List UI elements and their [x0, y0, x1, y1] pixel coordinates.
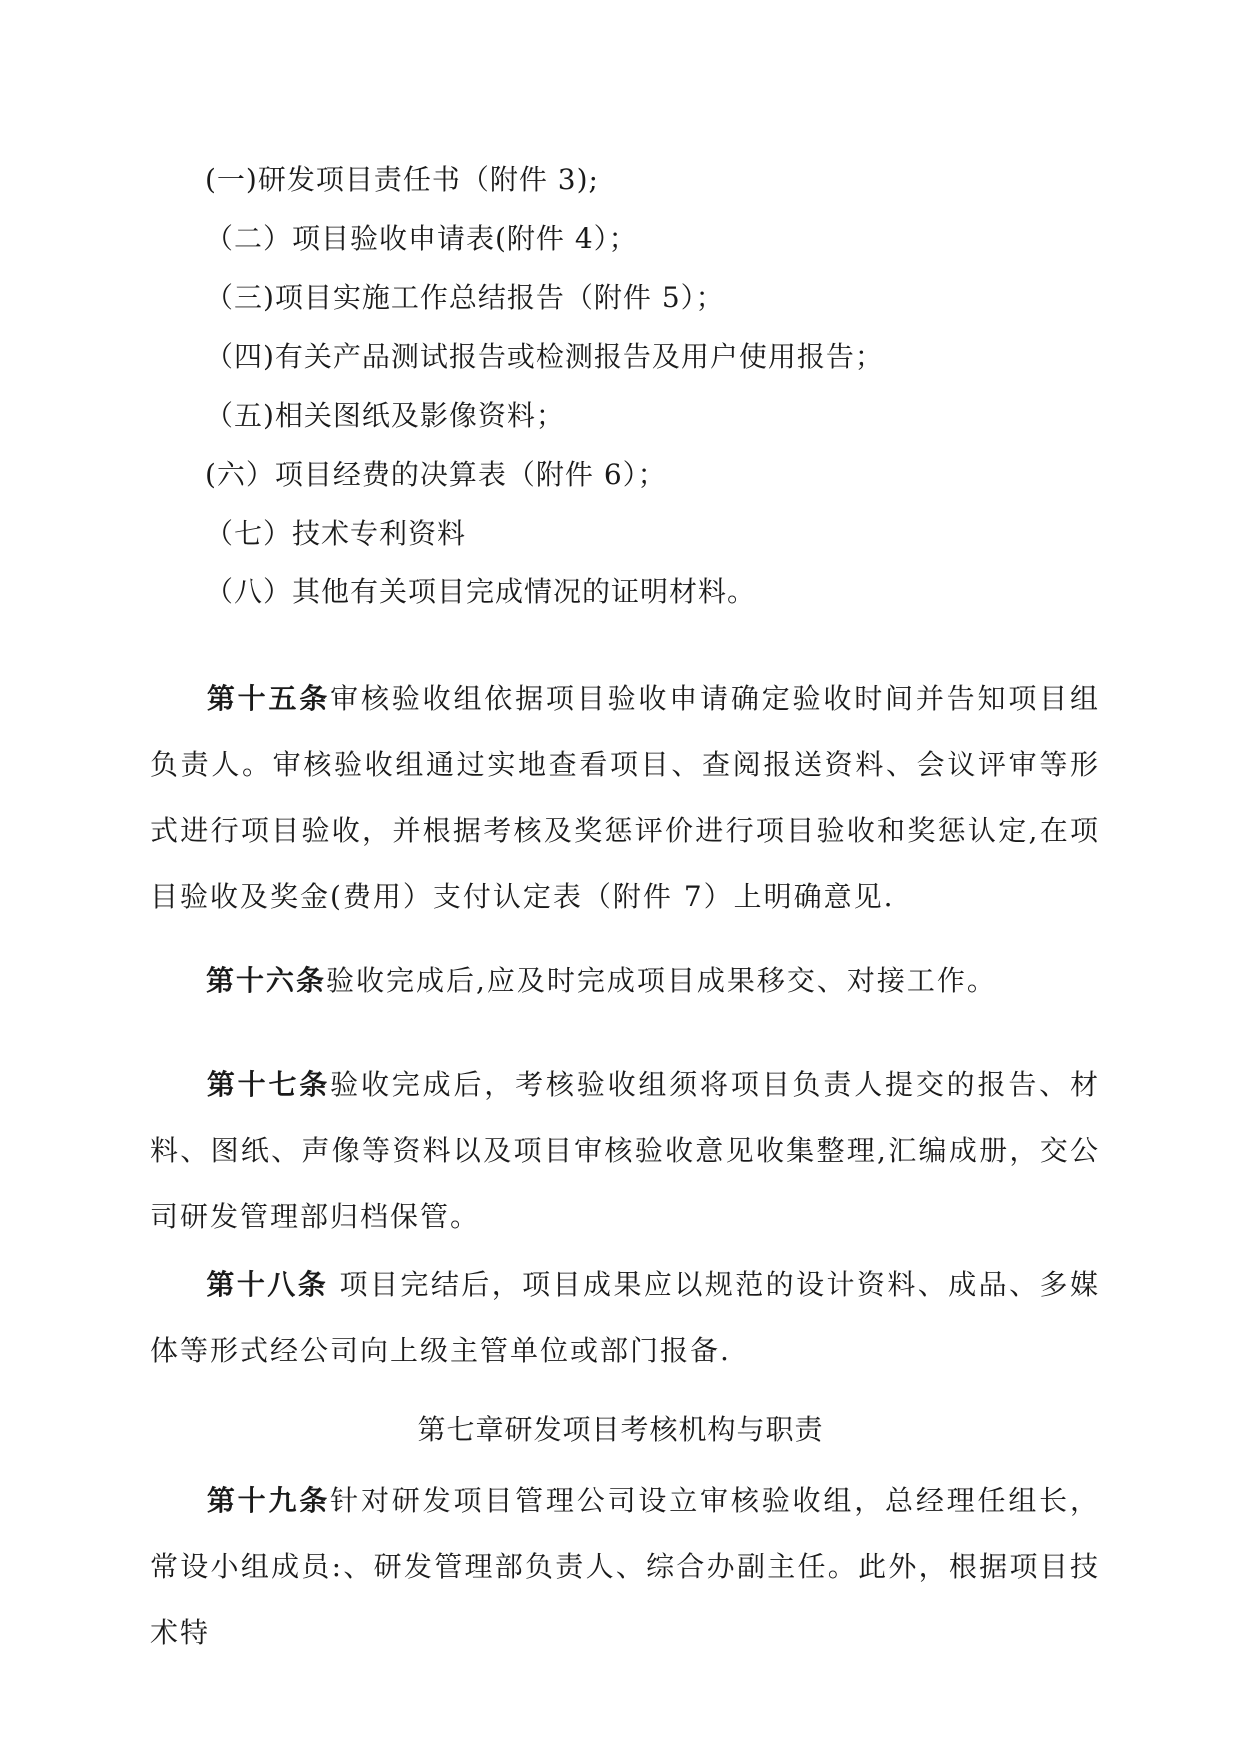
- article-text: 针对研发项目管理公司设立审核验收组，总经理任组长，常设小组成员:、研发管理部负责人、综合办副主任。此外，根据项目技术特: [150, 1484, 1100, 1649]
- article-number: 第十九条: [206, 1484, 331, 1517]
- article-number: 第十六条: [206, 964, 327, 997]
- article-text: 审核验收组依据项目验收申请确定验收时间并告知项目组负责人。审核验收组通过实地查看项目、查阅报送资料、会议评审等形式进行项目验收，并根据考核及奖惩评价进行项目验收和奖惩认定,在项目验收及奖金(费用）支付认定表（附件 7）上明确意见.: [150, 682, 1100, 913]
- article-number: 第十七条: [206, 1068, 331, 1101]
- article-number: 第十八条: [206, 1268, 329, 1301]
- list-item-4: （四)有关产品测试报告或检测报告及用户使用报告；: [205, 340, 884, 373]
- list-item-6: (六）项目经费的决算表（附件 6）；: [205, 458, 667, 491]
- list-item-3: （三)项目实施工作总结报告（附件 5）；: [205, 281, 725, 314]
- list-item-8: （八）其他有关项目完成情况的证明材料。: [205, 575, 757, 608]
- article-text: 验收完成后，考核验收组须将项目负责人提交的报告、材料、图纸、声像等资料以及项目审核验收意见收集整理,汇编成册，交公司研发管理部归档保管。: [150, 1068, 1100, 1233]
- article-text: 验收完成后,应及时完成项目成果移交、对接工作。: [326, 964, 997, 997]
- chapter-title: 第七章研发项目考核机构与职责: [417, 1413, 824, 1446]
- article-19: [150, 1468, 1100, 1666]
- list-item-2: （二）项目验收申请表(附件 4）；: [205, 222, 638, 255]
- article-18: [150, 1252, 1100, 1384]
- list-item-5: （五)相关图纸及影像资料；: [205, 399, 565, 432]
- article-17: [150, 1052, 1100, 1250]
- list-item-1: (一)研发项目责任书（附件 3);: [205, 163, 599, 196]
- article-16: [150, 948, 1100, 1014]
- article-number: 第十五条: [206, 682, 331, 715]
- article-15: [150, 666, 1100, 930]
- article-text: 项目完结后，项目成果应以规范的设计资料、成品、多媒体等形式经公司向上级主管单位或部门报备.: [150, 1268, 1100, 1367]
- list-item-7: （七）技术专利资料: [205, 517, 467, 550]
